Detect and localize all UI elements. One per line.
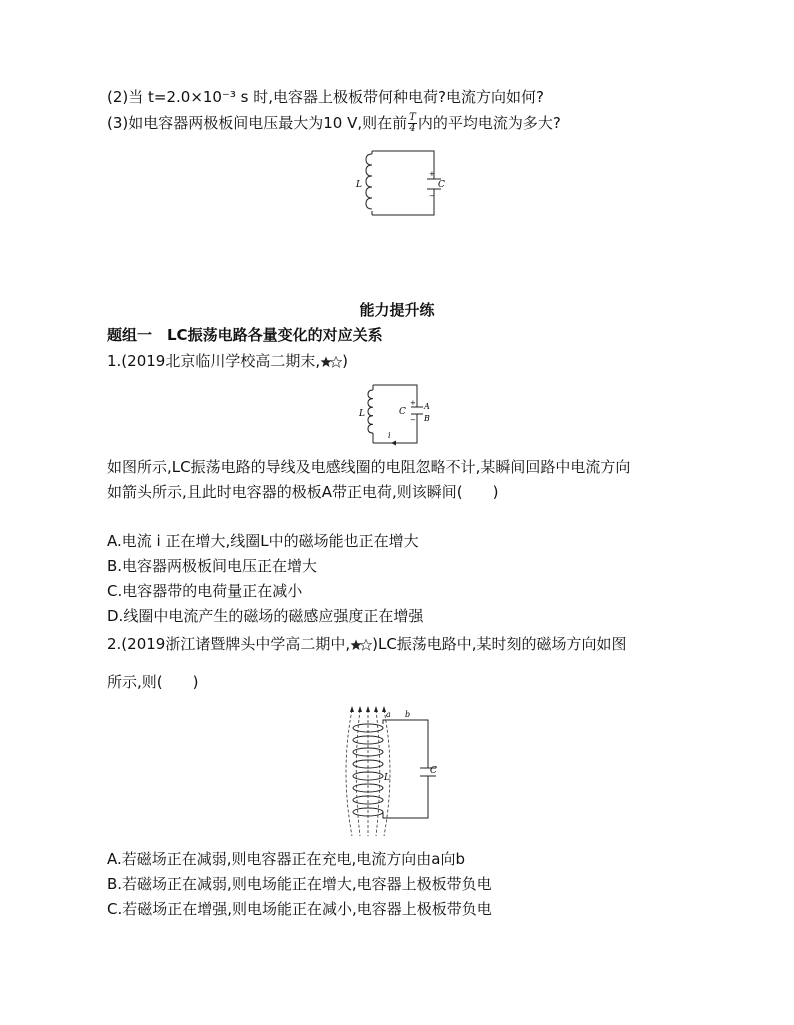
q-prev-part3-after: 内的平均电流为多大? [417, 114, 561, 132]
current-arrow-icon [391, 441, 396, 446]
plus-sign: + [429, 170, 435, 178]
plate-b-label: B [424, 414, 430, 423]
point-b-label: b [405, 710, 411, 719]
q1-source: 1.(2019北京临川学校高二期末, [107, 352, 321, 370]
fraction-denominator: 4 [409, 123, 416, 134]
q2-stem-line2: 所示,则( ) [107, 673, 199, 691]
q1-header-close: ) [342, 352, 348, 370]
q1-option-d: D.线圈中电流产生的磁场的磁感应强度正在增强 [107, 607, 424, 625]
plus-sign: + [410, 399, 416, 407]
difficulty-stars-icon [320, 356, 342, 368]
q1-stem-line2: 如箭头所示,且此时电容器的极板A带正电荷,则该瞬间( ) [107, 483, 499, 501]
difficulty-stars-icon [350, 639, 372, 651]
q2-option-a: A.若磁场正在减弱,则电容器正在充电,电流方向由a向b [107, 850, 466, 868]
q1-stem-line1: 如图所示,LC振荡电路的导线及电感线圈的电阻忽略不计,某瞬间回路中电流方向 [107, 458, 631, 476]
q2-header [107, 634, 627, 654]
inductor-label: L [359, 409, 365, 419]
q2-option-b: B.若磁场正在减弱,则电场能正在增大,电容器上极板带负电 [107, 875, 492, 893]
q1-header [107, 351, 348, 371]
inductor-label: L [356, 180, 362, 190]
inductor-label: L [384, 773, 390, 783]
capacitor-label: C [438, 180, 445, 190]
group-title: 题组一 LC振荡电路各量变化的对应关系 [107, 326, 383, 344]
lc-circuit-figure-2 [355, 380, 445, 450]
q-prev-part3-before: (3)如电容器两极板间电压最大为10 V,则在前 [107, 114, 408, 132]
q-prev-part2: (2)当 t=2.0×10⁻³ s 时,电容器上极板带何种电荷?电流方向如何? [107, 88, 544, 106]
q2-source: 2.(2019浙江诸暨牌头中学高二期中, [107, 635, 351, 653]
capacitor-label: C [399, 407, 406, 417]
q1-option-a: A.电流 i 正在增大,线圈L中的磁场能也正在增大 [107, 532, 419, 550]
fraction-t-over-4 [408, 113, 417, 134]
section-title: 能力提升练 [359, 301, 435, 319]
capacitor-label: C [430, 766, 437, 776]
q2-option-c: C.若磁场正在增强,则电场能正在减小,电容器上极板带负电 [107, 900, 492, 918]
solenoid-circuit-figure [340, 702, 450, 840]
plate-a-label: A [424, 402, 430, 411]
point-a-label: a [386, 710, 391, 719]
current-label: i [388, 431, 391, 440]
fraction-numerator: T [409, 112, 416, 123]
q-prev-part3 [107, 113, 561, 134]
q1-option-b: B.电容器两极板间电压正在增大 [107, 557, 318, 575]
q2-header-after: )LC振荡电路中,某时刻的磁场方向如图 [372, 635, 627, 653]
q1-option-c: C.电容器带的电荷量正在减小 [107, 582, 303, 600]
minus-sign: − [410, 416, 416, 424]
lc-circuit-figure-1 [350, 145, 450, 220]
minus-sign: − [429, 192, 435, 200]
